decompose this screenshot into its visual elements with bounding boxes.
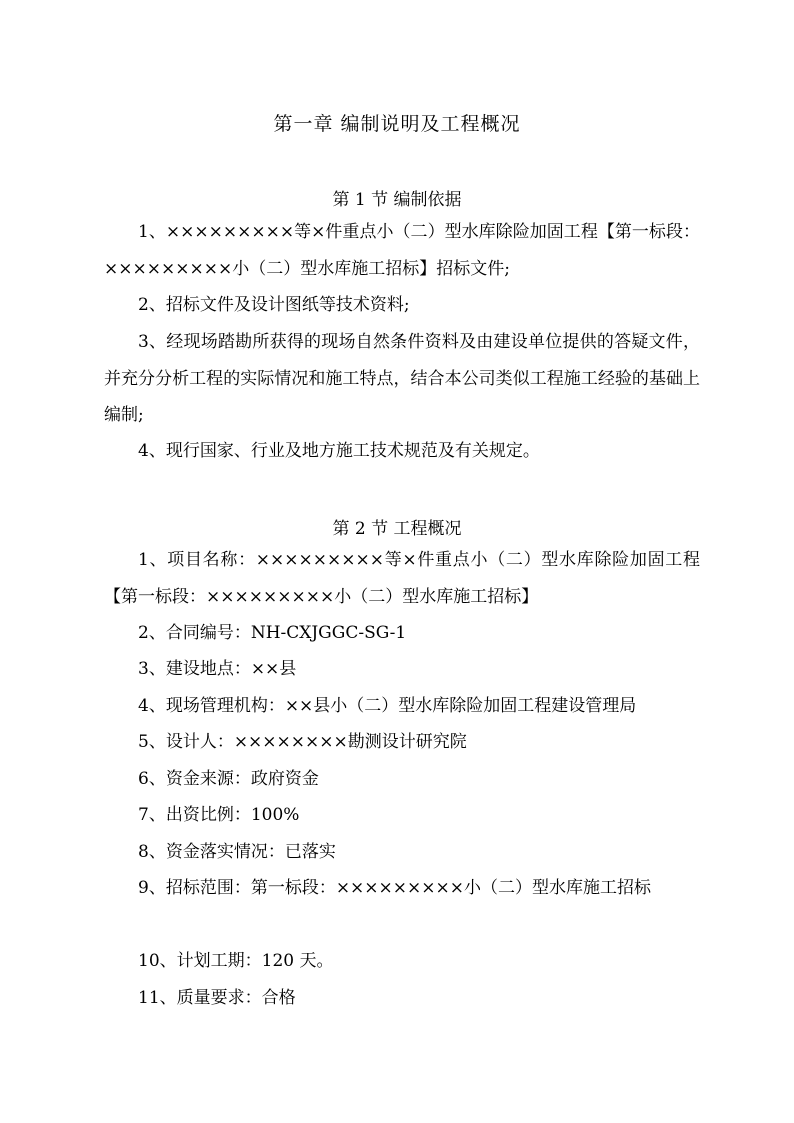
overview-item-8: 8、资金落实情况：已落实 (138, 842, 336, 862)
overview-item-4: 4、现场管理机构：××县小（二）型水库除险加固工程建设管理局 (138, 696, 637, 716)
overview-item-10: 10、计划工期：120 天。 (138, 951, 334, 971)
basis-item-1: 1、×××××××××等×件重点小（二）型水库除险加固工程【第一标段：×××××××××小（二）型水库施工招标】招标文件; (104, 222, 700, 279)
overview-item-1: 1、项目名称：×××××××××等×件重点小（二）型水库除险加固工程【第一标段：×××××××××小（二）型水库施工招标】 (104, 550, 700, 607)
basis-item-4: 4、现行国家、行业及地方施工技术规范及有关规定。 (138, 441, 540, 461)
section-title-basis: 第 1 节 编制依据 (332, 190, 462, 210)
chapter-title: 第一章 编制说明及工程概况 (273, 113, 521, 135)
overview-item-6: 6、资金来源：政府资金 (138, 769, 319, 789)
section-title-overview: 第 2 节 工程概况 (332, 519, 462, 539)
basis-item-3: 3、经现场踏勘所获得的现场自然条件资料及由建设单位提供的答疑文件，并充分分析工程的实际情况和施工特点，结合本公司类似工程施工经验的基础上编制; (104, 332, 700, 425)
overview-item-11: 11、质量要求：合格 (138, 988, 296, 1008)
overview-item-5: 5、设计人：××××××××勘测设计研究院 (138, 732, 467, 752)
overview-item-2: 2、合同编号：NH-CXJGGC-SG-1 (138, 623, 407, 643)
overview-item-7: 7、出资比例：100% (138, 805, 300, 825)
basis-item-2: 2、招标文件及设计图纸等技术资料; (138, 295, 410, 315)
overview-item-3: 3、建设地点：××县 (138, 659, 297, 679)
overview-item-9: 9、招标范围：第一标段：×××××××××小（二）型水库施工招标 (138, 878, 652, 898)
